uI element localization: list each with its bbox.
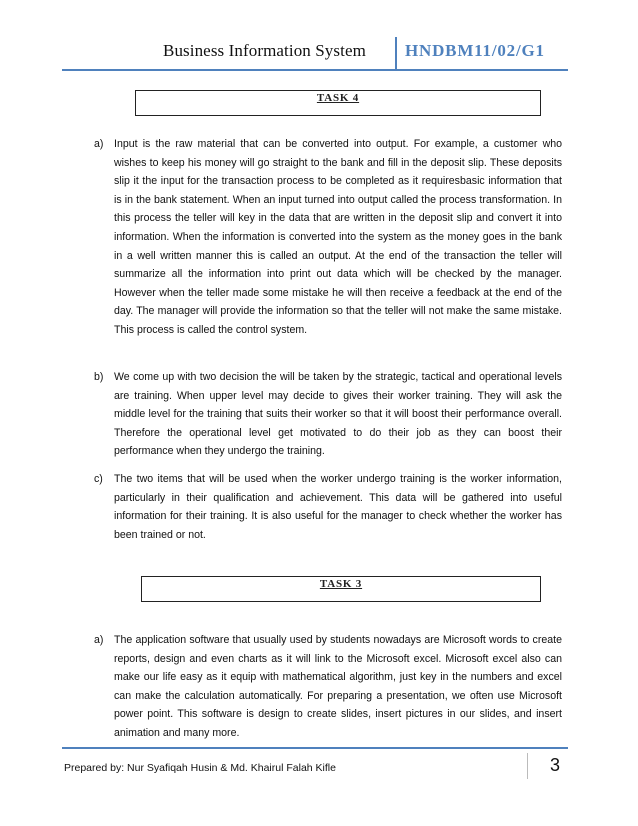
task4-item-b: [94, 368, 562, 461]
document-title: Business Information System: [163, 41, 366, 60]
task-4-heading-box: [135, 90, 541, 116]
page-footer: [62, 747, 568, 783]
list-marker: a): [94, 634, 104, 646]
list-marker: a): [94, 138, 104, 150]
task4-item-c: [94, 470, 562, 544]
paragraph: We come up with two decision the will be taken by the strategic, tactical and operational levels are training. When upper level may decide to gives their worker training. They will ask the middle level for the training that suits their worker so that it will boost their performance overall. Therefore the operational level get motivated to do their job as they can boost their performance when they undergo the training.: [114, 371, 562, 458]
page-number: 3: [549, 755, 560, 775]
task-3-heading: TASK 3: [319, 578, 363, 590]
task4-item-a: [94, 135, 562, 340]
task-3-heading-box: [141, 576, 541, 602]
task-4-heading: TASK 4: [316, 92, 360, 104]
list-marker: b): [94, 371, 104, 383]
list-marker: c): [94, 473, 103, 485]
header-divider: [395, 37, 397, 69]
paragraph: The application software that usually used by students nowadays are Microsoft words to create reports, design and even charts as it will link to the Microsoft excel. Microsoft excel also can make our life easy as it equip with mathematical algorithm, just key in the numbers and excel can make the calculation automatically. For preparing a presentation, we often use Microsoft power point. This software is design to create slides, insert pictures in our slides, and insert animation and many more.: [114, 634, 562, 739]
task3-item-a: [94, 631, 562, 743]
paragraph: Input is the raw material that can be converted into output. For example, a customer who wishes to keep his money will go straight to the bank and fill in the deposit slip. These deposits slip it the input for the transaction process to be completed as it requiresbasic information that is in the bank statement. When an input turned into output called the process transformation. In this process the teller will key in the data that are written in the deposit slip and convert it into information. When the information is converted into the system as the money goes in the bank in a well written manner this is called an output. At the end of the transaction the teller will summarize all the information into print out data which will be checked by the manager. However when the teller made some mistake he will then receive a feedback at the end of the day. The manager will provide the information so that the teller will not make the same mistake. This process is called the control system.: [114, 138, 562, 336]
prepared-by-text: Prepared by: Nur Syafiqah Husin & Md. Khairul Falah Kifle: [64, 762, 336, 774]
footer-divider: [527, 753, 528, 779]
page-header: [62, 33, 568, 71]
paragraph: The two items that will be used when the worker undergo training is the worker information, particularly in their qualification and achievement. This data will be gathered into useful information for their training. It is also useful for the manager to check whether the worker has been trained or not.: [114, 473, 562, 541]
course-code: HNDBM11/02/G1: [405, 41, 545, 60]
